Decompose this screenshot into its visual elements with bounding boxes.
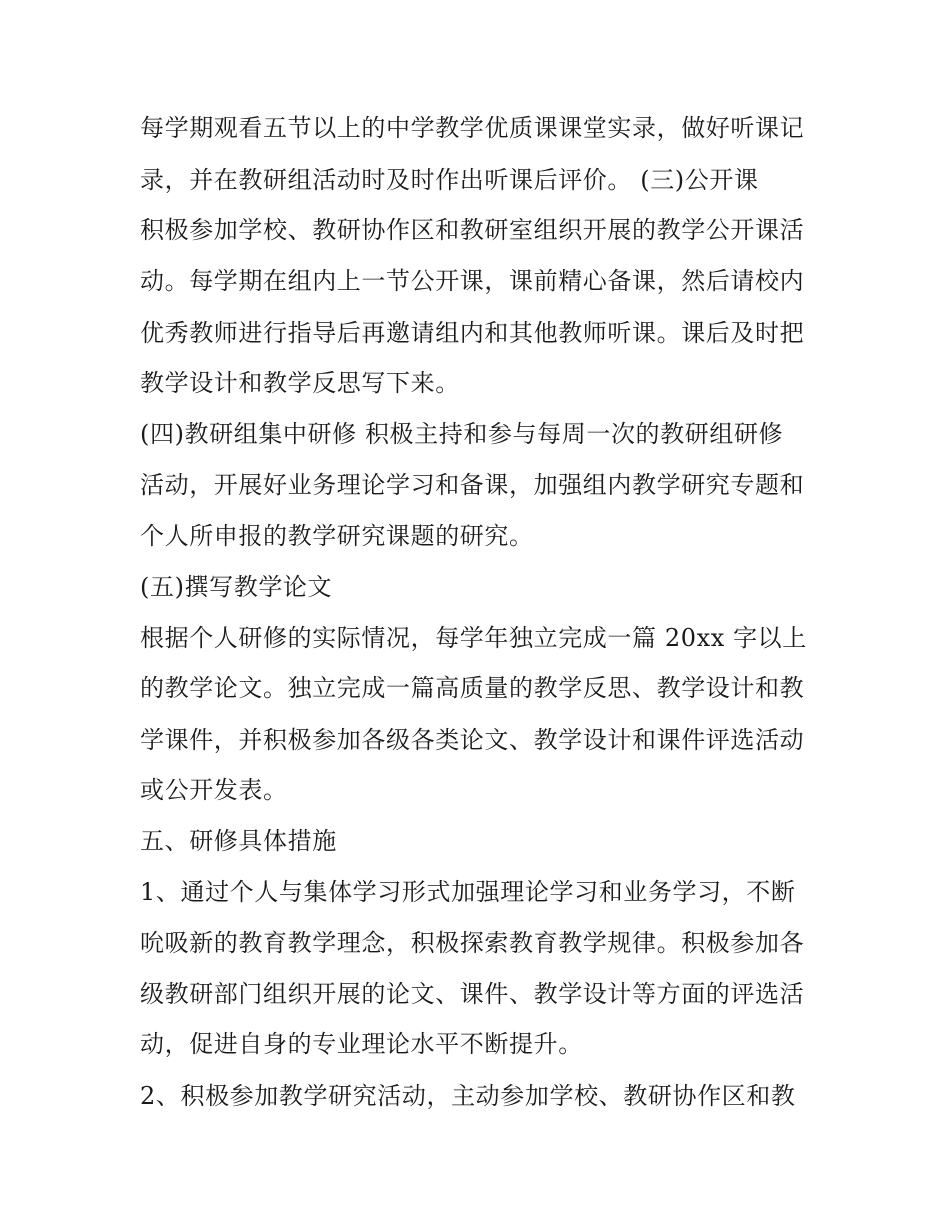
text-line: 吮吸新的教育教学理念，积极探索教育教学规律。积极参加各 bbox=[140, 929, 805, 957]
text-line: 每学期观看五节以上的中学教学优质课课堂实录，做好听课记 bbox=[140, 114, 805, 142]
text-line: 录，并在教研组活动时及时作出听课后评价。 (三)公开课 bbox=[140, 166, 759, 194]
text-line: 根据个人研修的实际情况，每学年独立完成一篇 20xx 字以上 bbox=[140, 624, 807, 652]
text-line: 学课件，并积极参加各级各类论文、教学设计和课件评选活动 bbox=[140, 726, 805, 754]
section-heading: 五、研修具体措施 bbox=[140, 827, 337, 855]
text-line: 或公开发表。 bbox=[140, 776, 288, 804]
text-line: 级教研部门组织开展的论文、课件、教学设计等方面的评选活 bbox=[140, 980, 805, 1008]
text-line: 教学设计和教学反思写下来。 bbox=[140, 369, 460, 397]
text-line: 的教学论文。独立完成一篇高质量的教学反思、教学设计和教 bbox=[140, 674, 805, 702]
text-line: 1、通过个人与集体学习形式加强理论学习和业务学习，不断 bbox=[140, 878, 796, 906]
section-heading: (五)撰写教学论文 bbox=[140, 573, 333, 601]
text-line: 2、积极参加教学研究活动，主动参加学校、教研协作区和教 bbox=[140, 1082, 796, 1110]
text-line: (四)教研组集中研修 积极主持和参与每周一次的教研组研修 bbox=[140, 420, 784, 448]
text-line: 活动，开展好业务理论学习和备课，加强组内教学研究专题和 bbox=[140, 471, 805, 499]
text-line: 积极参加学校、教研协作区和教研室组织开展的教学公开课活 bbox=[140, 216, 805, 244]
text-line: 优秀教师进行指导后再邀请组内和其他教师听课。课后及时把 bbox=[140, 319, 805, 347]
text-line: 个人所申报的教学研究课题的研究。 bbox=[140, 522, 534, 550]
text-line: 动。每学期在组内上一节公开课，课前精心备课，然后请校内 bbox=[140, 267, 805, 295]
text-line: 动，促进自身的专业理论水平不断提升。 bbox=[140, 1030, 583, 1058]
